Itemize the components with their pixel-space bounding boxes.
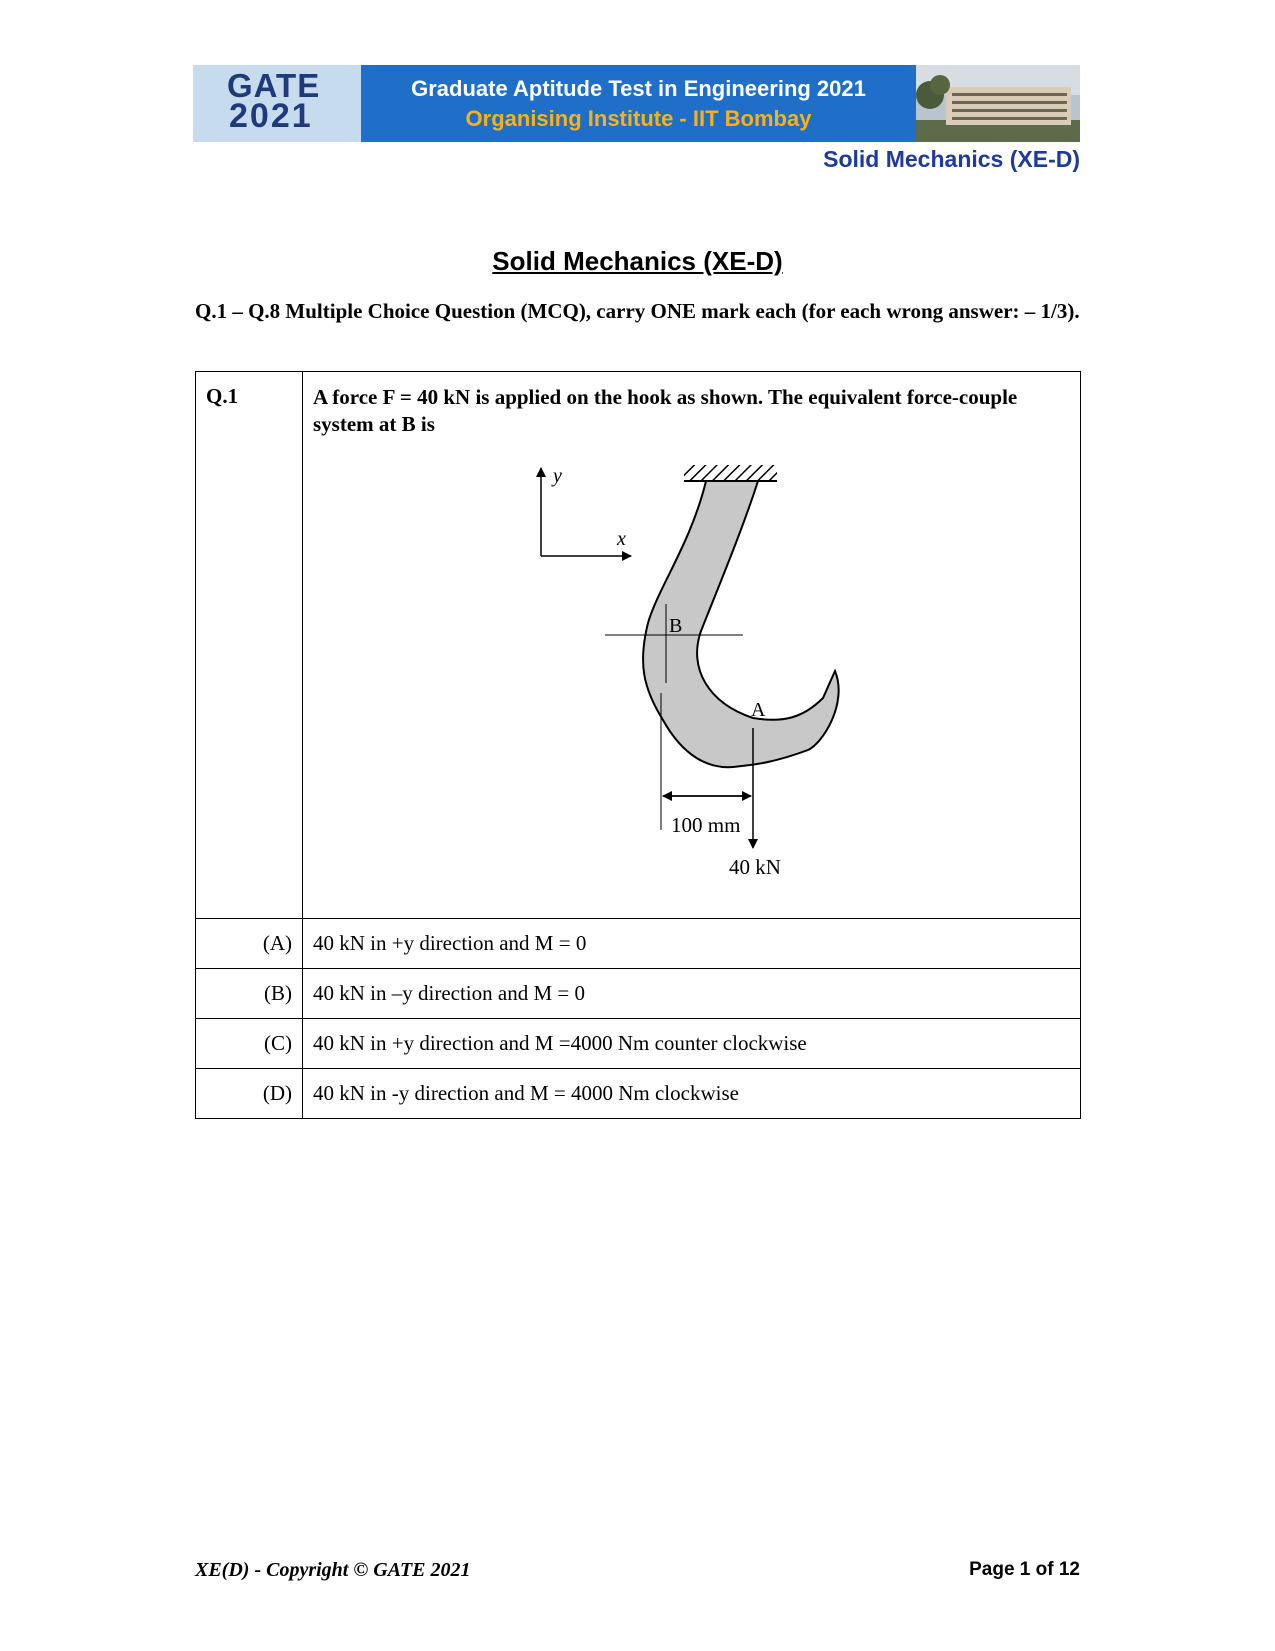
option-label: (B) <box>196 969 303 1019</box>
option-label: (D) <box>196 1069 303 1119</box>
force-label: 40 kN <box>729 855 781 879</box>
question-body <box>303 372 1081 919</box>
banner-text <box>361 65 916 142</box>
option-text: 40 kN in -y direction and M = 4000 Nm clockwise <box>303 1069 1081 1119</box>
logo-line2: 2021 <box>229 97 313 135</box>
hook-diagram <box>313 438 1103 908</box>
campus-building-image <box>916 65 1080 142</box>
gate-logo <box>193 65 361 142</box>
option-row[interactable] <box>196 919 1081 969</box>
question-number: Q.1 <box>196 372 303 919</box>
hook-figure <box>313 438 1103 908</box>
option-text: 40 kN in –y direction and M = 0 <box>303 969 1081 1019</box>
x-axis-label: x <box>617 528 626 550</box>
banner-title: Graduate Aptitude Test in Engineering 2021 <box>411 75 866 101</box>
question-table <box>195 371 1081 1119</box>
question-row <box>196 372 1081 919</box>
section-instruction: Q.1 – Q.8 Multiple Choice Question (MCQ), carry ONE mark each (for each wrong answer: – 1/3). <box>195 299 1080 323</box>
point-a-label: A <box>751 699 766 721</box>
logo-line1: GATE <box>227 67 321 104</box>
dimension-label: 100 mm <box>671 813 741 837</box>
y-axis-label: y <box>553 465 562 487</box>
option-row[interactable] <box>196 969 1081 1019</box>
option-label: (A) <box>196 919 303 969</box>
banner-org: Organising Institute - IIT Bombay <box>465 105 812 131</box>
page-title: Solid Mechanics (XE-D) <box>492 246 783 276</box>
header-subject: Solid Mechanics (XE-D) <box>823 146 1080 172</box>
header-banner <box>193 65 1080 142</box>
point-b-label: B <box>669 615 683 637</box>
question-text: A force F = 40 kN is applied on the hook as shown. The equivalent force-couple system at B is <box>313 385 1018 436</box>
option-label: (C) <box>196 1019 303 1069</box>
option-row[interactable] <box>196 1069 1081 1119</box>
option-row[interactable] <box>196 1019 1081 1069</box>
footer-copyright: XE(D) - Copyright © GATE 2021 <box>195 1559 471 1581</box>
option-text: 40 kN in +y direction and M =4000 Nm counter clockwise <box>303 1019 1081 1069</box>
footer-page-number: Page 1 of 12 <box>969 1559 1080 1580</box>
option-text: 40 kN in +y direction and M = 0 <box>303 919 1081 969</box>
fixed-support <box>684 465 777 481</box>
